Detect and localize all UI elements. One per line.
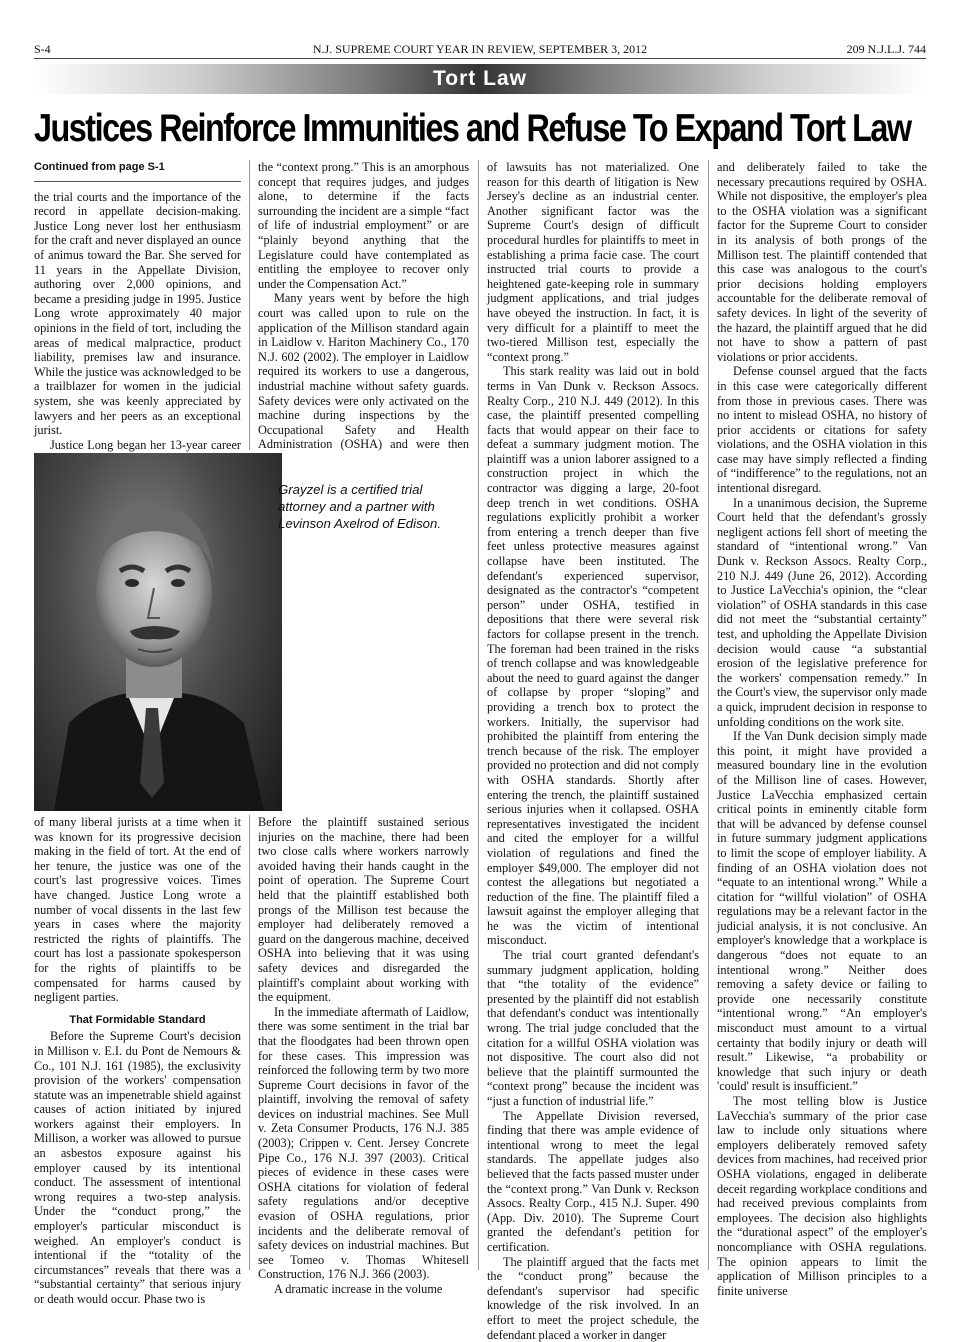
paragraph: This stark reality was laid out in bold terms in Van Dunk v. Reckson Assocs. Realty Corp., 210 N.J. 449 (2012). In this case, the plaintiff presented compelling facts that would appear on their face to defeat a summary judgment motion. The plaintiff was a union laborer assigned to a construction project in which the contractor was digging a large, 20-foot deep trench in wet conditions. OSHA regulations explicitly prohibit a worker from entering a trench deeper than five feet unless protective measures against collapse have been instituted. The defendant's experienced supervisor, designated as the contractor's “competent person” under OSHA, testified in depositions that there were several risk factors for collapse present in the trench. The foreman had been trained in the risks of trench collapse and was knowledgeable about the need to guard against the danger of collapse by proper “sloping” and providing a trench box to protect the workers. Initially, the supervisor had prohibited the plaintiff from entering the trench because of the risk. The employer provided no protection and did not comply with OSHA standards. Shortly after entering the trench, the plaintiff sustained serious injuries when it collapsed. OSHA representatives investigated the incident and cited the employer for a willful violation of regulations and fined the employer $49,000. The employer did not contest the allegations but negotiated a reduction of the fine. The plaintiff filed a lawsuit against the employer alleging that he was the victim of intentional misconduct. xyxy=(487,364,699,948)
column-3 xyxy=(487,160,699,1342)
paragraph: Defense counsel argued that the facts in this case were categorically different from those in previous cases. There was no intent to mislead OSHA, no history of prior accidents or citations for safety violations, and the OSHA violation in this case may have simply reflected a finding of “indifference” to the regulations, not an intentional disregard. xyxy=(717,364,927,496)
page-number: S-4 xyxy=(34,42,51,56)
paragraph: The most telling blow is Justice LaVecchia's summary of the prior case law to include only situations where employers deliberately removed safety devices from machines, had received prior OSHA violations, engaged in deliberate deceit regarding workplace conditions and had received previous complaints from employees. The decision also highlights the “durational aspect” of the employer's noncompliance with OSHA regulations. The opinion appears to limit the application of Millison principles to a finite universe xyxy=(717,1094,927,1298)
section-banner xyxy=(34,64,926,94)
photo-caption: Grayzel is a certified trial attorney and a partner with Levinson Axelrod of Edison. xyxy=(278,482,441,531)
page-header xyxy=(34,38,926,59)
paragraph: The trial court granted defendant's summary judgment application, holding that “the totality of the evidence” presented by the plaintiff did not establish that defendant's conduct was intentionally wrong. The trial judge concluded that the citation for a willful OSHA violation was not dispositive. The court also did not believe that the plaintiff surmounted the “context prong” because the incident was “just a function of industrial life.” xyxy=(487,948,699,1108)
paragraph: of lawsuits has not materialized. One reason for this dearth of litigation is New Jersey's decline as an industrial center. Another significant factor was the Supreme Court's design of difficult procedural hurdles for plaintiffs to meet in establishing a prima facie case. The court instructed trial courts to provide a heightened gate-keeping role in summary judgment applications, and trial judges have obeyed the instruction. In fact, it is very difficult for a plaintiff to meet the two-tiered Millison test, especially the “context prong.” xyxy=(487,160,699,364)
paragraph: The Appellate Division reversed, finding that there was ample evidence of intentional wrong to meet the legal standards. The appellate judges also believed that the facts passed muster under the “context prong.” Van Dunk v. Reckson Assocs. Realty Corp., 415 N.J. Super. 490 (App. Div. 2010). The Supreme Court granted the defendant's petition for certification. xyxy=(487,1108,699,1254)
column-2-top xyxy=(258,160,469,452)
column-1-bottom xyxy=(34,815,241,1306)
citation: 209 N.J.L.J. 744 xyxy=(846,42,926,56)
column-2-bottom xyxy=(258,815,469,1296)
column-4 xyxy=(717,160,927,1298)
paragraph: the “context prong.” This is an amorphous concept that requires judges, and judges alone, to determine if the facts surrounding the incident are a simple “fact of life of industrial employment” or are “plainly beyond anything that the Legislature could have contemplated as entitling the employee to recover only under the Compensation Act.” xyxy=(258,160,469,291)
column-1-top xyxy=(34,160,241,452)
paragraph: A dramatic increase in the volume xyxy=(274,1282,443,1296)
paragraph: If the Van Dunk decision simply made this point, it might have provided a measured boundary line in the evolution of the Millison line of cases. However, Justice LaVecchia emphasized certain critical points in eminently citable form that will be advanced by defense counsel in future summary judgment applications to limit the scope of employer liability. A finding of an OSHA violation does not “equate to an intentional wrong.” While a citation for “willful violation” of OSHA regulations may be a relevant factor in the judicial analysis, it is not conclusive. An employer's knowledge that a workplace is dangerous “does not equate to an intentional wrong.” Neither does removing a safety device or failing to provide one necessarily constitute “intentional wrong.” “An employer's misconduct must amount to a virtual certainty that bodily injury or death will result.” Likewise, “a probability or knowledge that such injury or death 'could' result is insufficient.” xyxy=(717,729,927,1094)
portrait-illustration xyxy=(34,453,282,811)
subhead: That Formidable Standard xyxy=(69,1013,206,1026)
paragraph: Before the Supreme Court's decision in Millison v. E.I. du Pont de Nemours & Co., 101 N.J. 161 (1985), the exclusivity provision of the workers' compensation statute was an impenetrable shield against causes of action initiated by injured workers against their employers. In Millison, a worker was allowed to pursue an asbestos exposure against his employer caused by its intentional conduct. The assessment of intentional wrong requires a two-step analysis. Under the “conduct prong,” the employer's particular misconduct is weighed. An employer's conduct is intentional if the “totality of the circumstances” reveals that there was a “substantial certainty” that serious injury or death would occur. Phase two is xyxy=(34,1029,241,1306)
paragraph: Many years went by before the high court was called upon to rule on the application of the Millison standard again in Laidlow v. Hariton Machinery Co., 170 N.J. 602 (2002). The employer in Laidlow required its workers to use a dangerous, industrial machine without safety guards. Safety devices were only activated on the machine during inspections by the Occupational Safety and Health Administration (OSHA) and were then xyxy=(258,291,469,452)
paragraph: Before the plaintiff sustained serious injuries on the machine, there had been two close calls where workers narrowly avoided having their hands caught in the point of operation. The Supreme Court held that the plaintiff established both prongs of the Millison test because the employer had deliberately removed a guard on the dangerous machine, deceived OSHA into believing that it was using safety devices and disregarded the plaintiff's complaint about working with the equipment. xyxy=(258,815,469,1005)
paragraph: In the immediate aftermath of Laidlow, there was some sentiment in the trial bar that the floodgates had been thrown open for these cases. This impression was reinforced the following term by two more Supreme Court decisions in favor of the plaintiff, involving the removal of safety devices on industrial machines. See Mull v. Zeta Consumer Products, 176 N.J. 385 (2003); Crippen v. Cent. Jersey Concrete Pipe Co., 176 N.J. 397 (2003). Critical pieces of evidence in these cases were OSHA citations for violation of federal safety regulations and/or deceptive evasion of OSHA regulations, prior incidents and the deliberate removal of safety devices on industrial machines. But see Tomeo v. Thomas Whitesell Construction, 176 N.J. 366 (2003). xyxy=(258,1004,469,1282)
continued-from: Continued from page S-1 xyxy=(34,160,241,182)
column-divider xyxy=(478,160,479,1270)
paragraph: The plaintiff argued that the facts met the “conduct prong” because the defendant's supervisor had specific knowledge of the risk involved. In an effort to meet the project schedule, the defendant placed a worker in danger xyxy=(487,1254,699,1342)
column-divider xyxy=(249,160,250,450)
section-title: Tort Law xyxy=(433,67,527,90)
headline: Justices Reinforce Immunities and Refuse To Expand Tort Law xyxy=(34,107,911,150)
column-divider xyxy=(708,160,709,1270)
paragraph: and deliberately failed to take the necessary precautions required by OSHA. While not dispositive, the employer's plea to the OSHA violation was a significant factor for the Supreme Court to consider in its analysis of both prongs of the Millison test. The plaintiff contended that this case was analogous to the court's prior decisions holding employers accountable for the deliberate removal of safety devices. In light of the severity of the hazard, the plaintiff argued that he did not have to show a pattern of past violations or prior accidents. xyxy=(717,160,927,364)
paragraph: In a unanimous decision, the Supreme Court held that the defendant's grossly negligent actions fell short of meeting the standard of “intentional wrong.” Van Dunk v. Reckson Assocs. Realty Corp., 210 N.J. 449 (June 26, 2012). According to Justice LaVecchia's opinion, the “clear violation” of OSHA standards in this case did not meet the “substantial certainty” test, and upholding the Appellate Division decision would cause “a substantial erosion of the legislative preference for the workers' compensation remedy.” In the Court's view, the supervisor only made a quick, imprudent decision in response to unfolding conditions on the work site. xyxy=(717,495,927,729)
paragraph: Justice Long began her 13-year career xyxy=(50,437,241,452)
column-divider xyxy=(249,815,250,1270)
publication-line: N.J. SUPREME COURT YEAR IN REVIEW, SEPTEMBER 3, 2012 xyxy=(312,42,648,56)
paragraph: the trial courts and the importance of the record in appellate decision-making. Justice Long never lost her enthusiasm for the craft and never displayed an ounce of animus toward the Bar. She served for 11 years in the Appellate Division, authoring over 2,000 opinions, and became a presiding judge in 1995. Justice Long wrote approximately 40 major opinions in the field of tort, including the areas of medical malpractice, product liability, premises law and insurance. While the justice was acknowledged to be a trailblazer for women in the judicial system, she was keenly appreciated by lawyers and her peers as an exceptional jurist. xyxy=(34,189,241,438)
paragraph: of many liberal jurists at a time when it was known for its progressive decision making in the field of tort. At the end of her tenure, the justice was one of the court's last progressive voices. Times have changed. Justice Long wrote a number of vocal dissents in the last few years in cases where the majority restricted the rights of plaintiffs. The court has lost a passionate spokesperson for the rights of plaintiffs to be compensated for harms caused by negligent parties. xyxy=(34,815,241,1005)
